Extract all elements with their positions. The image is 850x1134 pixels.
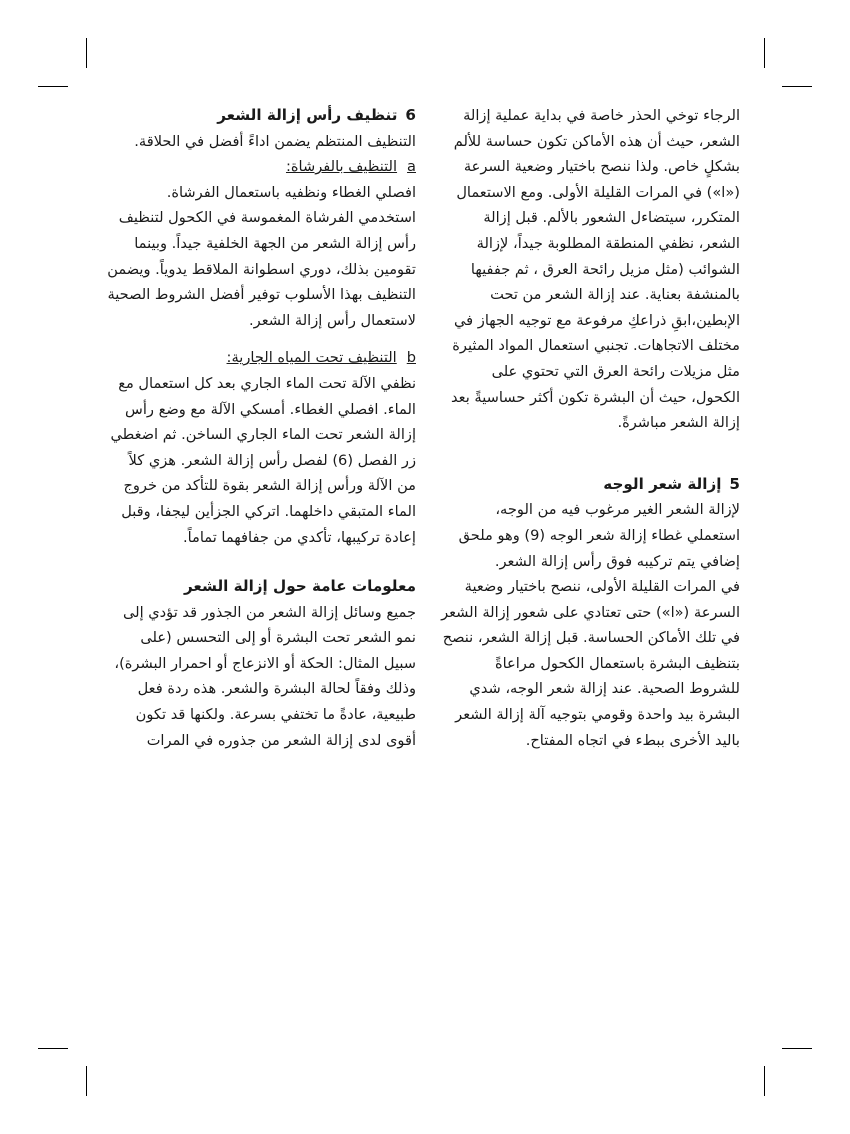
crop-mark-top-left-v <box>86 38 87 68</box>
subsection-a-letter: a <box>407 158 416 176</box>
subsection-a-text: افصلي الغطاء ونظفيه باستعمال الفرشاة. استخدمي الفرشاة المغموسة في الكحول لتنظيف رأس إزالة الشعر من الجهة الخلفية جيداً. وبينما تقومين بذلك، دوري اسطوانة الملاقط يدوياً. ويضمن التنظيف بهذا الأسلوب توفير أفضل الشروط الصحية لاستعمال رأس إزالة الشعر. <box>107 183 416 329</box>
subsection-b-text: نظفي الآلة تحت الماء الجاري بعد كل استعمال مع الماء. افصلي الغطاء. أمسكي الآلة مع وضع رأس إزالة الشعر تحت الماء الجاري الساخن. ثم اضغطي زر الفصل (6) لفصل رأس إزالة الشعر. هزي كلاً من الآلة ورأس إزالة الشعر بقوة للتأكد من خروج الماء المتبقي داخلهما. اتركي الجزأين ليجفا، وقبل إعادة تركيبها، تأكدي من جفافهما تماماً. <box>110 374 416 546</box>
section-5-paragraph-2: في المرات القليلة الأولى، ننصح باختيار وضعية السرعة («ا») حتى تعتادي على شعور إزالة الشعر في تلك الأماكن الحساسة. قبل إزالة الشعر، ننصح بتنظيف البشرة باستعمال الكحول مراعاةً للشروط الصحية. عند إزالة شعر الوجه، شدي البشرة بيد واحدة وقومي بتوجيه آلة إزالة الشعر باليد الأخرى ببطء في اتجاه المفتاح. <box>441 578 740 749</box>
section-6-heading <box>106 103 416 129</box>
subsection-a-heading <box>106 154 416 180</box>
right-column <box>440 103 740 753</box>
section-6-title: تنظيف رأس إزالة الشعر <box>217 106 398 124</box>
subsection-a-title: التنظيف بالفرشاة: <box>285 158 398 176</box>
section-5-paragraph-1: لإزالة الشعر الغير مرغوب فيه من الوجه، استعملي غطاء إزالة شعر الوجه (9) وهو ملحق إضافي يتم تركيبه فوق رأس إزالة الشعر. <box>458 501 740 570</box>
general-info-heading: معلومات عامة حول إزالة الشعر <box>183 577 416 596</box>
subsection-b-title: التنظيف تحت المياه الجارية: <box>226 349 397 367</box>
section-5-heading <box>440 472 740 498</box>
intro-paragraph: الرجاء توخي الحذر خاصة في بداية عملية إزالة الشعر، حيث أن هذه الأماكن تكون حساسة للألم بشكلٍ خاص. ولذا ننصح باختيار وضعية السرعة («ا») في المرات القليلة الأولى. ومع الاستعمال المتكرر، سيتضاءل الشعور بالألم. قبل إزالة الشعر، نظفي المنطقة المطلوبة جيداً، لإزالة الشوائب (مثل مزيل رائحة العرق ، ثم جففيها بالمنشفة بعناية. عند إزالة الشعر من تحت الإبطين،ابقِ ذراعكِ مرفوعة مع توجيه الجهاز في مختلف الاتجاهات. تجنبي استعمال المواد المثيرة مثل مزيلات رائحة العرق التي تحتوي على الكحول، حيث أن البشرة تكون أكثر حساسيةً بعد إزالة الشعر مباشرةً. <box>451 107 740 432</box>
section-5-title: إزالة شعر الوجه <box>603 474 722 493</box>
subsection-b-heading <box>106 345 416 371</box>
crop-mark-bottom-right-h <box>782 1048 812 1049</box>
crop-mark-bottom-left-h <box>38 1048 68 1049</box>
general-info-text: جميع وسائل إزالة الشعر من الجذور قد تؤدي إلى نمو الشعر تحت البشرة أو إلى التحسس (على سبيل المثال: الحكة أو الانزعاج أو احمرار البشرة)، وذلك وفقاً لحالة البشرة والشعر. هذه ردة فعل طبيعية، عادةً ما تختفي بسرعة. ولكنها قد تكون أقوى لدى إزالة الشعر من جذوره في المرات <box>114 603 416 749</box>
section-5-number: 5 <box>729 474 740 493</box>
crop-mark-top-right-h <box>782 86 812 87</box>
crop-mark-top-left-h <box>38 86 68 87</box>
left-column <box>106 103 416 753</box>
subsection-b-letter: b <box>406 349 416 367</box>
crop-mark-top-right-v <box>764 38 765 68</box>
section-6-intro: التنظيف المنتظم يضمن اداءً أفضل في الحلاقة. <box>134 132 416 150</box>
crop-mark-bottom-right-v <box>764 1066 765 1096</box>
crop-mark-bottom-left-v <box>86 1066 87 1096</box>
section-6-number: 6 <box>405 106 416 124</box>
